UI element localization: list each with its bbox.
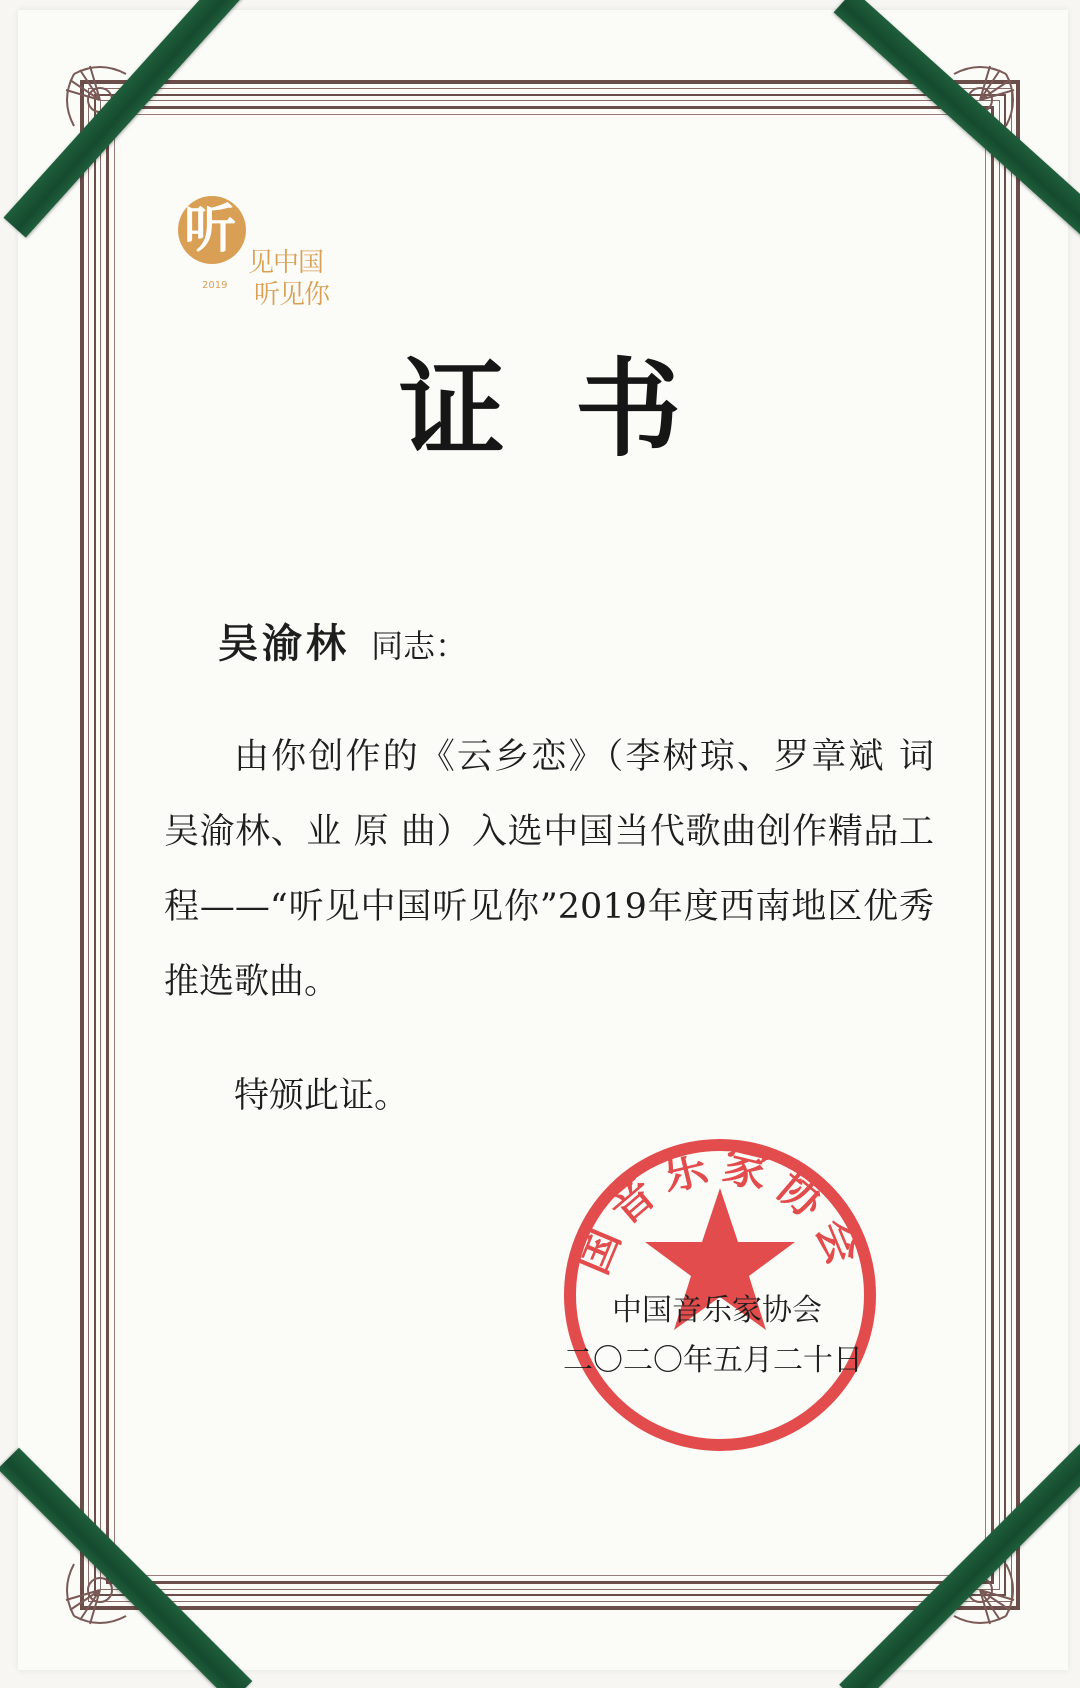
salutation <box>218 612 467 669</box>
issue-date: 二〇二〇年五月二十日 <box>563 1343 863 1378</box>
logo-mark: 听 <box>184 200 233 260</box>
event-logo <box>178 190 378 310</box>
logo-line-2: 听见你 <box>254 280 330 310</box>
certificate-title: 证书 <box>399 346 751 471</box>
certificate-body: 由你创作的《云乡恋》（李树琼、罗章斌 词 吴渝林、业 原 曲）入选中国当代歌曲创作精品工程——“听见中国听见你”2019年度西南地区优秀推选歌曲。 <box>164 737 934 1002</box>
closing-phrase: 特颁此证。 <box>234 1076 410 1116</box>
seal-text: 国音乐家协会 <box>566 1139 874 1282</box>
recipient-name: 吴渝林 <box>218 620 350 667</box>
recipient-suffix: 同志： <box>371 627 468 665</box>
logo-year: 2019 <box>202 280 228 291</box>
issuer-name: 中国音乐家协会 <box>612 1293 822 1328</box>
logo-line-1: 见中国 <box>248 248 324 278</box>
